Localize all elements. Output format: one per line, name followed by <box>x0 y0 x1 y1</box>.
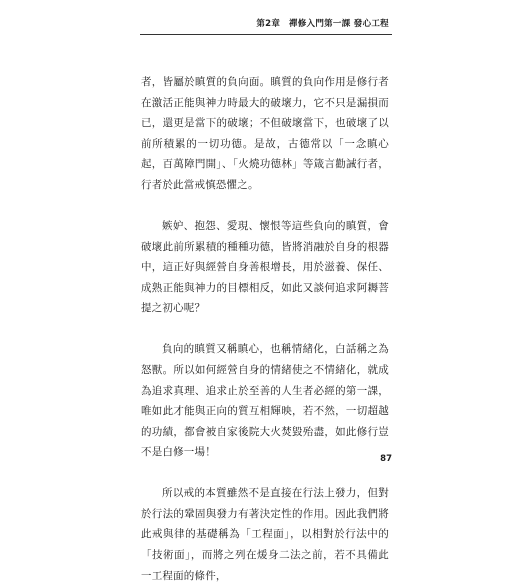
page-number: 87 <box>380 454 392 464</box>
paragraph-4: 所以戒的本質雖然不是直接在行法上發力，但對於行法的鞏固與發力有著決定性的作用。因此我們將此戒與律的基礎稱為「工程面」，以相對於行法中的「技術面」，而將之列在煖身二法之前，若不具備此一工程面的條件， <box>141 487 389 582</box>
body-text <box>141 72 389 586</box>
paragraph-1: 者，皆屬於瞋質的負向面。瞋質的負向作用是修行者在激活正能與神力時最大的破壞力，它不只是漏損而已，還更是當下的破壞；不但破壞當下，也破壞了以前所積累的一切功德。是故，古德常以「一念瞋心起，百萬障門開」、「火燒功德林」等箴言勸誡行者，行者於此當戒慎恐懼之。 <box>141 76 389 191</box>
paragraph-2: 嫉妒、抱怨、愛現、懷恨等這些負向的瞋質，會破壞此前所累積的種種功德，皆將消融於自身的根器中，這正好與經營自身善根增長，用於滋養、保任、成熟正能與神力的目標相反，如此又談何追求阿耨菩提之初心呢？ <box>141 219 389 315</box>
paragraph-3: 負向的瞋質又稱瞋心，也稱情緒化，白話稱之為怒獸。所以如何經營自身的情緒使之不情緒化，就成為追求真理、追求止於至善的人生者必經的第一課，唯如此才能與正向的質互相輝映，若不然，一切超越的功績，都會被自家後院大火焚毀殆盡，如此修行豈不是白修一場！ <box>141 343 389 459</box>
header-rule <box>140 34 392 35</box>
running-head: 第2章 禪修入門第一課 發心工程 <box>256 19 389 29</box>
